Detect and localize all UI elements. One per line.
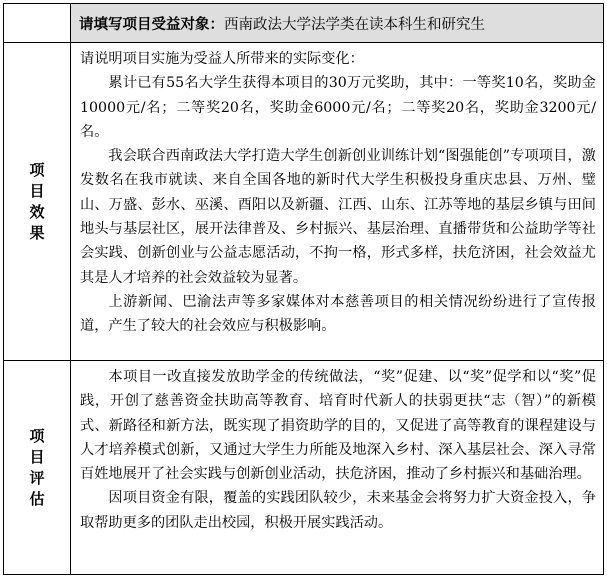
effect-paragraph-media: 上游新闻、巴渝法声等多家媒体对本慈善项目的相关情况纷纷进行了宣传报道，产生了较大的社会效应与积极影响。 bbox=[80, 293, 596, 335]
eval-paragraph-funding: 因项目资金有限，覆盖的实践团队较少，未来基金会将努力扩大资金投入，争取帮助更多的团队走出校园，积极开展实践活动。 bbox=[80, 490, 596, 531]
effect-intro: 请说明项目实施为受益人所带来的实际变化： bbox=[80, 51, 364, 67]
header-row bbox=[4, 4, 604, 43]
effect-row bbox=[4, 43, 604, 361]
beneficiary-value: 西南政法大学法学类在读本科生和研究生 bbox=[224, 16, 485, 33]
effect-section-label: 项目效果 bbox=[4, 43, 71, 361]
effect-paragraph-activities: 我会联合西南政法大学打造大学生创新创业训练计划“图强能创”专项项目，激发数名在我市就读、来自全国各地的新时代大学生积极投身重庆忠县、万州、璧山、万盛、彭水、巫溪、酉阳以及新疆、江西、山东、江苏等地的基层乡镇与田间地头与基层社区，展开法律普及、乡村振兴、基层治理、直播带货和公益助学等社会实践、创新创业与公益志愿活动，不拘一格，形式多样，扶危济困，社会效益尤其是人才培养的社会效益较为显著。 bbox=[80, 148, 596, 286]
eval-paragraph-model: 本项目一改直接发放助学金的传统做法，“奖”促建、以“奖”促学和以“奖”促践，开创了慈善资金扶助高等教育、培育时代新人的扶弱更扶“志（智）”的新模式、新路径和新方法，既实现了捐资助学的目的，又促进了高等教育的课程建设与人才培养模式创新，又通过大学生力所能及地深入乡村、深入基层社会、深入寻常百姓地展开了社会实践与创新创业活动，扶危济困，推动了乡村振兴和基础治理。 bbox=[80, 369, 596, 483]
eval-row bbox=[4, 361, 604, 575]
project-form-table bbox=[3, 3, 604, 575]
header-label-spacer bbox=[4, 4, 71, 43]
eval-section-label: 项目评估 bbox=[4, 361, 71, 575]
beneficiary-header bbox=[71, 4, 604, 43]
effect-content bbox=[71, 43, 604, 361]
eval-content bbox=[71, 361, 604, 575]
effect-paragraph-awards: 累计已有55名大学生获得本项目的30万元奖助，其中：一等奖10名，奖助金10000元/名；二等奖20名，奖助金6000元/名；二等奖20名，奖助金3200元/名。 bbox=[80, 75, 596, 140]
beneficiary-label: 请填写项目受益对象： bbox=[79, 15, 224, 33]
